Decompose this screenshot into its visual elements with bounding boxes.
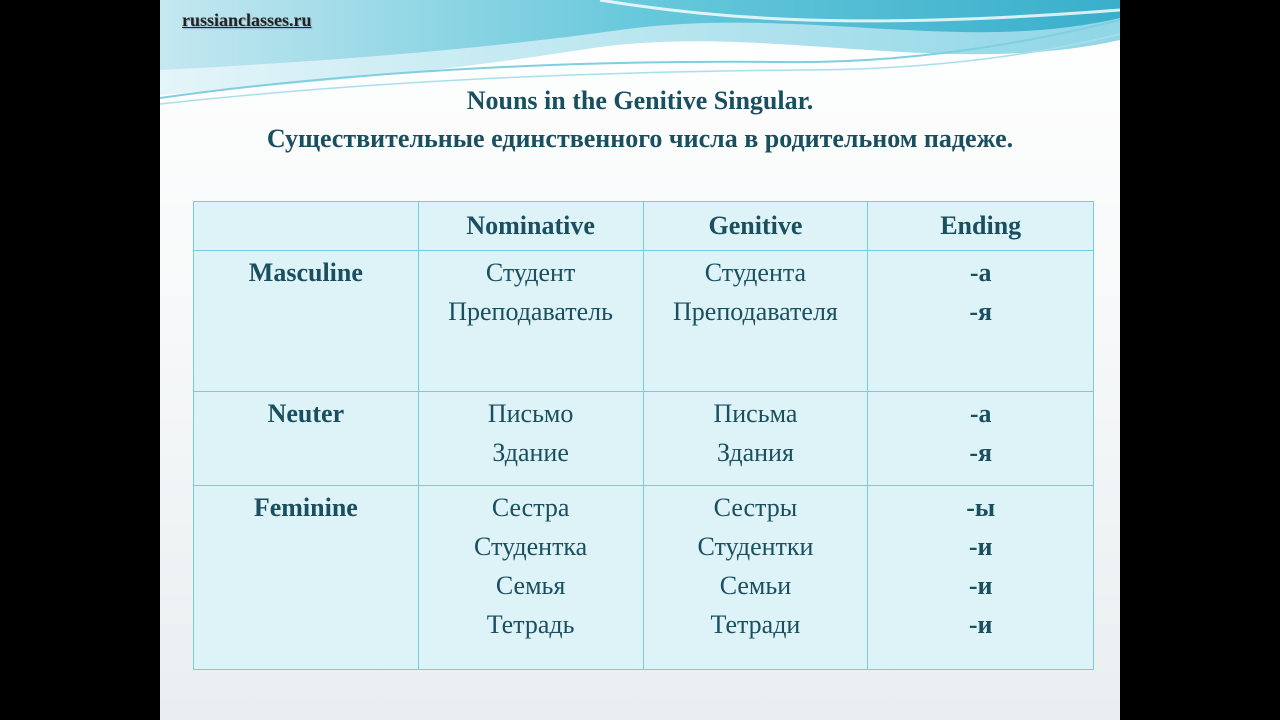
word: Тетрадь	[486, 610, 575, 639]
ending: -ы	[966, 493, 996, 522]
word: Студент	[485, 258, 576, 287]
nominative-cell	[418, 392, 643, 486]
table-row-feminine	[194, 486, 1094, 670]
title-english: Nouns in the Genitive Singular.	[466, 86, 814, 115]
word: Здания	[716, 438, 794, 467]
word: Студентка	[474, 532, 588, 561]
header-genitive: Genitive	[643, 202, 868, 251]
genitive-cell	[643, 251, 868, 392]
nominative-cell	[418, 251, 643, 392]
table-row-masculine	[194, 251, 1094, 392]
site-name: russianclasses.ru	[182, 10, 312, 30]
ending: -и	[968, 532, 993, 561]
row-label: Neuter	[194, 392, 419, 486]
ending: -я	[969, 438, 993, 467]
header-nominative: Nominative	[418, 202, 643, 251]
word: Семьи	[719, 571, 792, 600]
genitive-cell	[643, 486, 868, 670]
ending-cell	[868, 251, 1094, 392]
genitive-table	[193, 201, 1094, 670]
title-russian: Существительные единственного числа в родительном падеже.	[266, 124, 1014, 153]
ending: -а	[969, 399, 992, 428]
word: Письмо	[487, 399, 574, 428]
ending: -и	[968, 571, 993, 600]
header-row	[194, 202, 1094, 251]
header-ending: Ending	[868, 202, 1094, 251]
word: Сестра	[491, 493, 570, 522]
word: Преподавателя	[673, 297, 838, 326]
word: Сестры	[713, 493, 798, 522]
word: Письма	[713, 399, 798, 428]
word: Тетради	[710, 610, 801, 639]
table-row-neuter	[194, 392, 1094, 486]
ending: -я	[969, 297, 993, 326]
word: Студента	[704, 258, 807, 287]
ending-cell	[868, 392, 1094, 486]
nominative-cell	[418, 486, 643, 670]
word: Здание	[492, 438, 569, 467]
slide	[160, 0, 1120, 720]
ending-cell	[868, 486, 1094, 670]
word: Преподаватель	[448, 297, 614, 326]
ending: -а	[969, 258, 992, 287]
row-label: Feminine	[194, 486, 419, 670]
word: Студентки	[697, 532, 814, 561]
word: Семья	[495, 571, 566, 600]
ending: -и	[968, 610, 993, 639]
row-label: Masculine	[194, 251, 419, 392]
header-cell-empty	[194, 202, 419, 251]
genitive-cell	[643, 392, 868, 486]
